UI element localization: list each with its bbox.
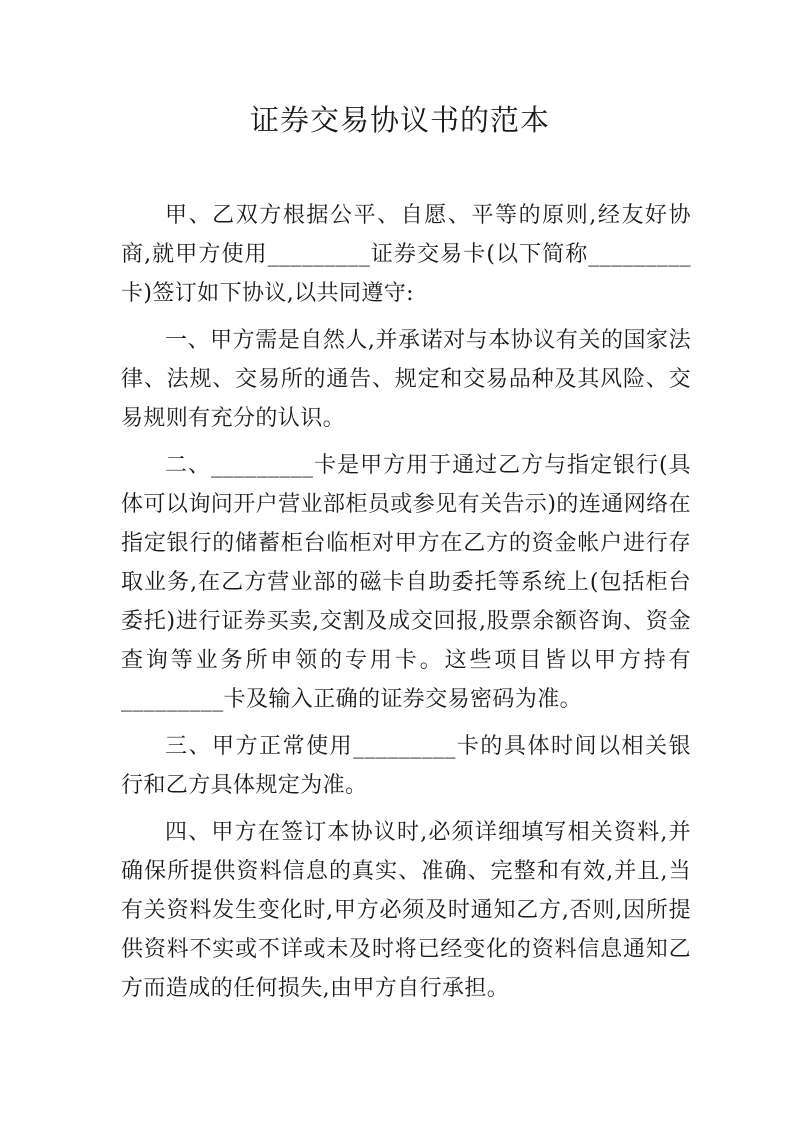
paragraph-clause-4: 四、甲方在签订本协议时,必须详细填写相关资料,并确保所提供资料信息的真实、准确、完整和有效,并且,当有关资料发生变化时,甲方必须及时通知乙方,否则,因所提供资料不实或不详或未及时将已经变化的资料信息通知乙方而造成的任何损失,由甲方自行承担。 — [121, 820, 691, 1001]
document-title: 证券交易协议书的范本 — [249, 103, 550, 137]
document-body — [121, 196, 691, 1016]
paragraph-clause-1: 一、甲方需是自然人,并承诺对与本协议有关的国家法律、法规、交易所的通告、规定和交易品种及其风险、交易规则有充分的认识。 — [121, 328, 691, 431]
paragraph-clause-3: 三、甲方正常使用_________卡的具体时间以相关银行和乙方具体规定为准。 — [121, 734, 691, 798]
paragraph-clause-2: 二、_________卡是甲方用于通过乙方与指定银行(具体可以询问开户营业部柜员或参见有关告示)的连通网络在指定银行的储蓄柜台临柜对甲方在乙方的资金帐户进行存取业务,在乙方营业部的磁卡自助委托等系统上(包括柜台委托)进行证券买卖,交割及成交回报,股票余额咨询、资金查询等业务所申领的专用卡。这些项目皆以甲方持有_________卡及输入正确的证券交易密码为准。 — [121, 453, 691, 712]
paragraph-preamble: 甲、乙双方根据公平、自愿、平等的原则,经友好协商,就甲方使用_________证券交易卡(以下简称_________卡)签订如下协议,以共同遵守: — [121, 203, 691, 306]
